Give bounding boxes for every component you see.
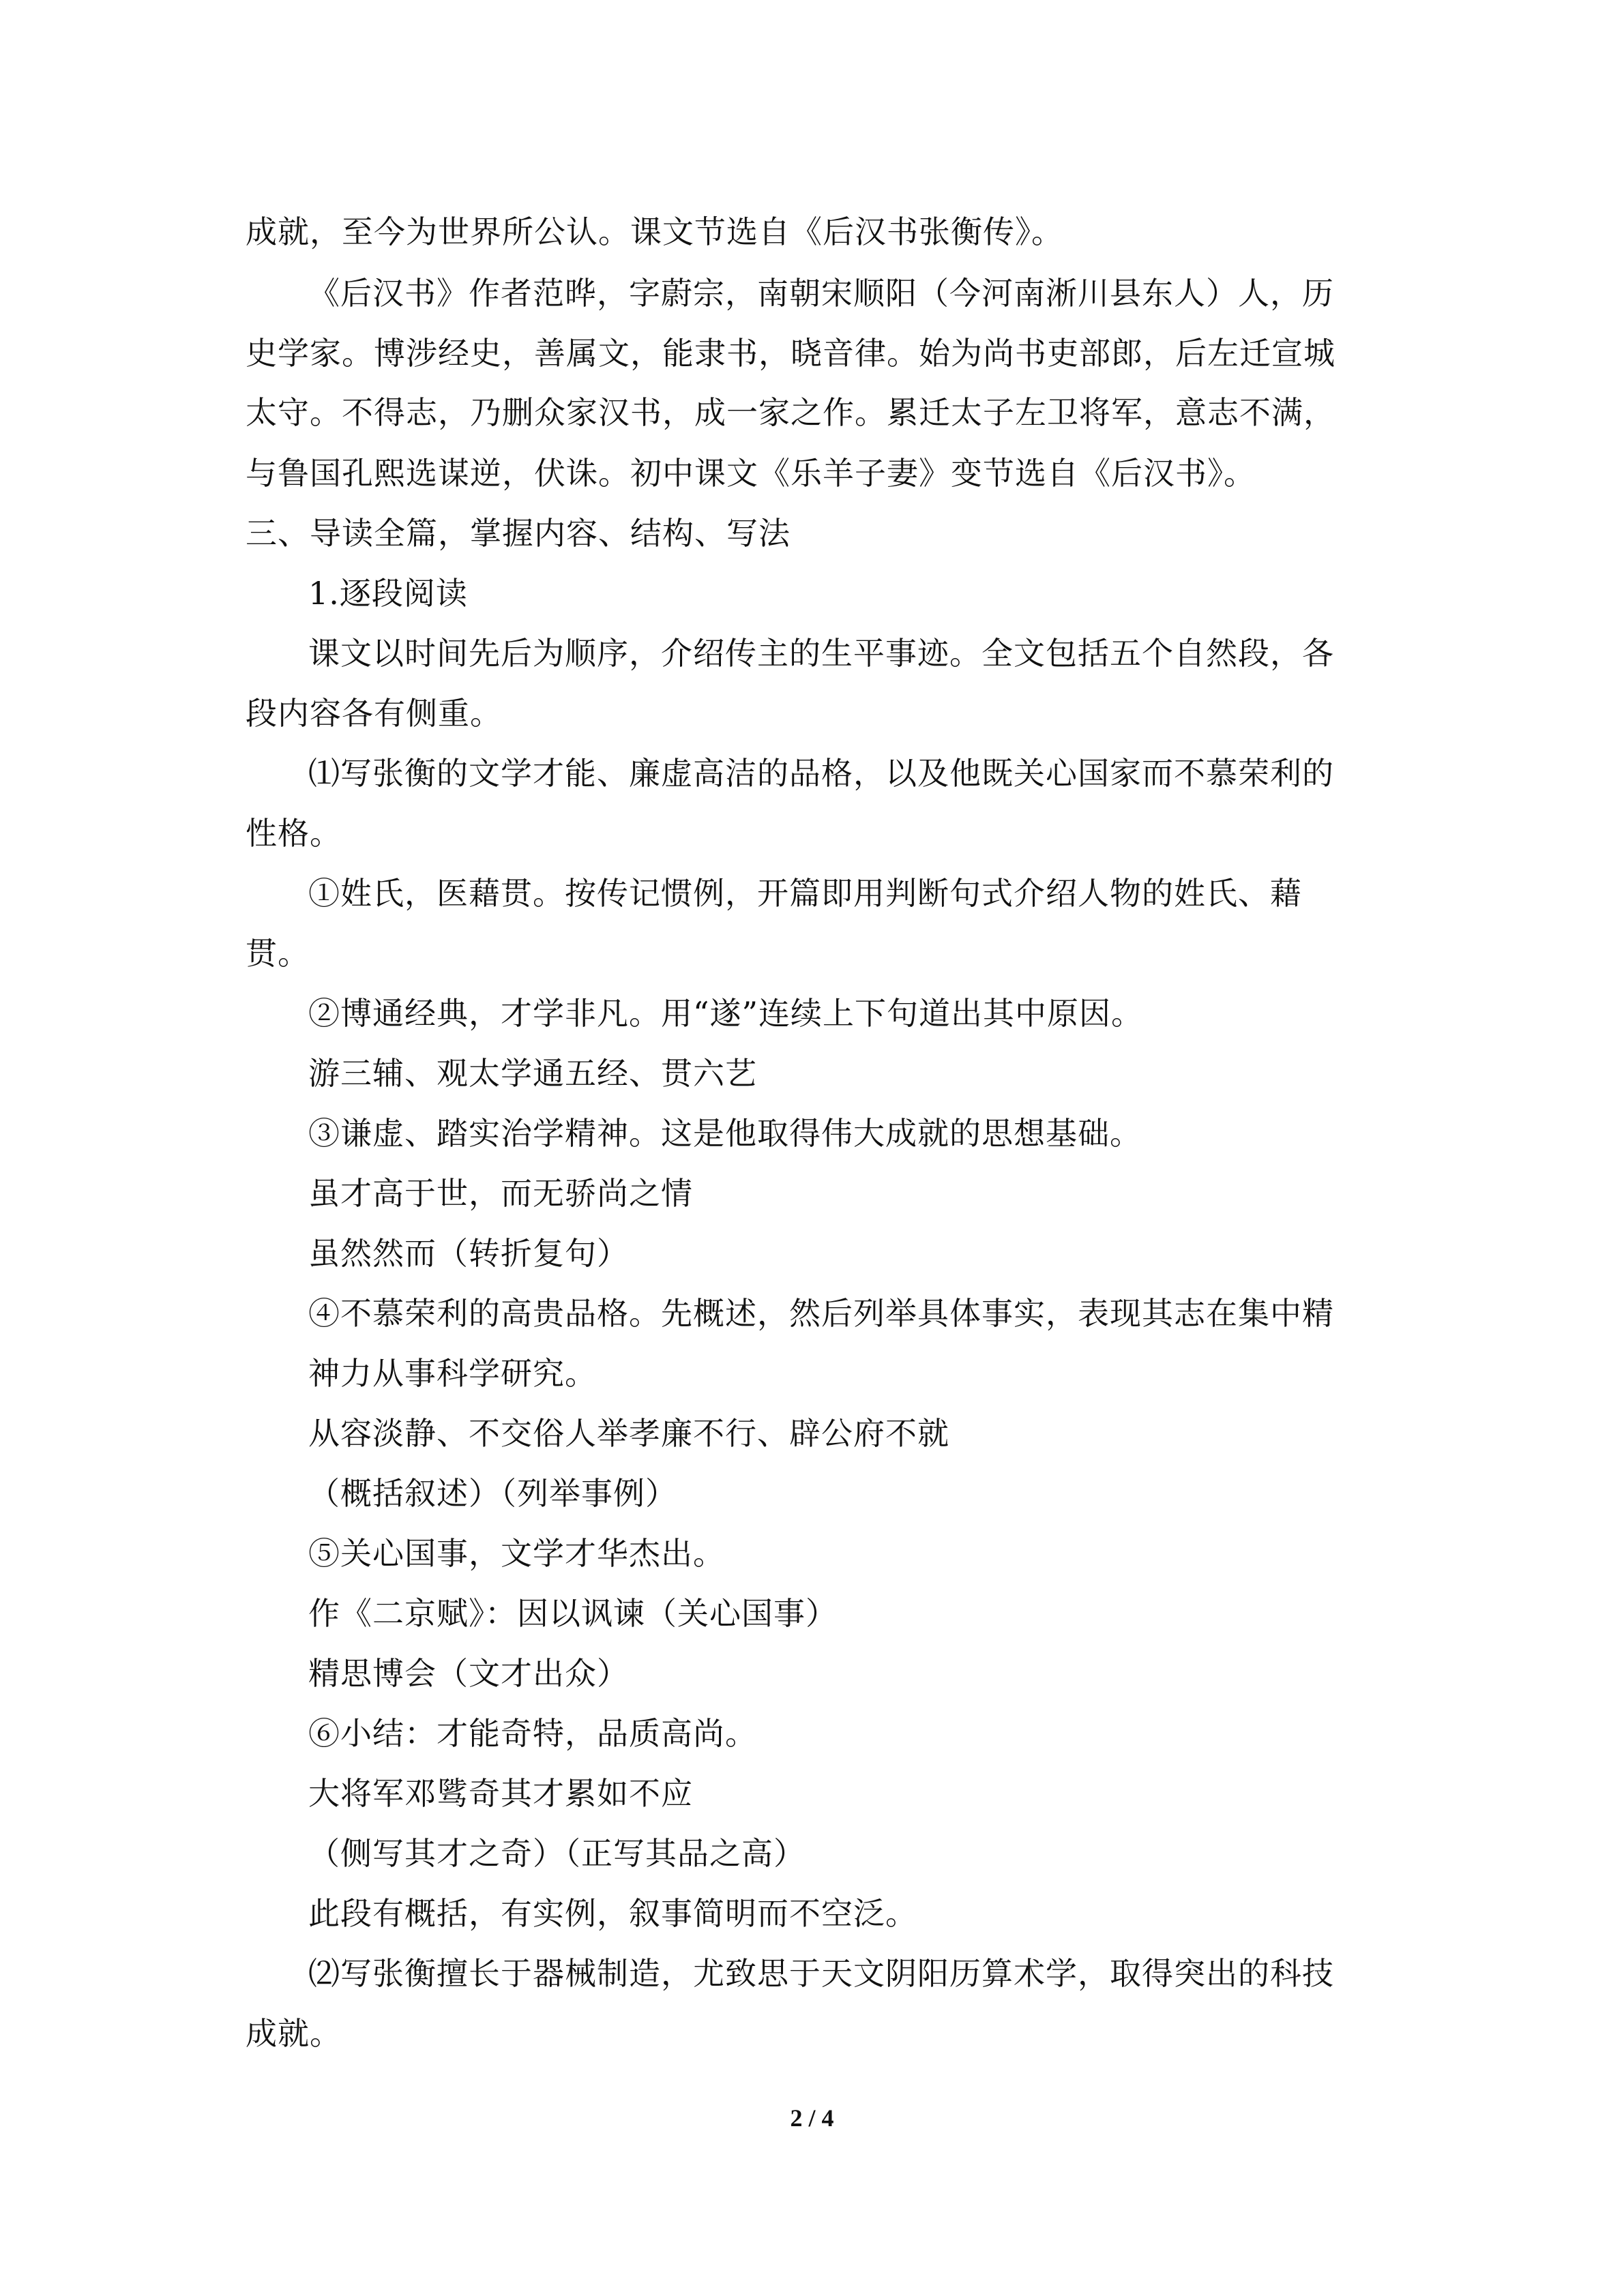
paragraph-line: ①姓氏，医藉贯。按传记惯例，开篇即用判断句式介绍人物的姓氏、藉 bbox=[308, 875, 1302, 912]
paragraph-line: 从容淡静、不交俗人举孝廉不行、辟公府不就 bbox=[308, 1415, 949, 1452]
paragraph-line: 虽才高于世，而无骄尚之情 bbox=[308, 1175, 693, 1212]
paragraph-line: ④不慕荣利的高贵品格。先概述，然后列举具体事实，表现其志在集中精 bbox=[308, 1295, 1334, 1332]
paragraph-line: 课文以时间先后为顺序，介绍传主的生平事迹。全文包括五个自然段，各 bbox=[308, 635, 1334, 672]
paragraph-line: 此段有概括，有实例，叙事简明而不空泛。 bbox=[308, 1895, 917, 1932]
paragraph-line: ⑴写张衡的文学才能、廉虚高洁的品格，以及他既关心国家而不慕荣利的 bbox=[308, 755, 1334, 792]
section-heading: 三、导读全篇，掌握内容、结构、写法 bbox=[246, 515, 791, 552]
paragraph-line: 成就，至今为世界所公认。课文节选自《后汉书张衡传》。 bbox=[246, 213, 1063, 250]
page-number: 2 / 4 bbox=[790, 2104, 834, 2132]
subsection-heading: 1.逐段阅读 bbox=[308, 575, 468, 612]
paragraph-line: 与鲁国孔熙选谋逆，伏诛。初中课文《乐羊子妻》变节选自《后汉书》。 bbox=[246, 455, 1256, 492]
paragraph-line: 性格。 bbox=[246, 815, 342, 852]
paragraph-line: 成就。 bbox=[246, 2015, 342, 2052]
paragraph-line: 史学家。博涉经史，善属文，能隶书，晓音律。始为尚书吏部郎，后左迁宣城 bbox=[246, 335, 1335, 372]
paragraph-line: ②博通经典，才学非凡。用“遂”连续上下句道出其中原因。 bbox=[308, 995, 1144, 1032]
paragraph-line: 《后汉书》作者范晔，字蔚宗，南朝宋顺阳（今河南淅川县东人）人，历 bbox=[308, 275, 1334, 312]
paragraph-line: 精思博会（文才出众） bbox=[308, 1655, 629, 1692]
paragraph-line: ⑵写张衡擅长于器械制造，尤致思于天文阴阳历算术学，取得突出的科技 bbox=[308, 1955, 1334, 1992]
paragraph-line: 作《二京赋》：因以讽谏（关心国事） bbox=[308, 1595, 838, 1632]
paragraph-line: 大将军邓骘奇其才累如不应 bbox=[308, 1775, 693, 1812]
paragraph-line: 段内容各有侧重。 bbox=[246, 695, 502, 732]
paragraph-line: （侧写其才之奇）（正写其品之高） bbox=[308, 1835, 806, 1872]
paragraph-line: ⑤关心国事，文学才华杰出。 bbox=[308, 1535, 725, 1572]
paragraph-line: 游三辅、观太学通五经、贯六艺 bbox=[308, 1055, 757, 1092]
paragraph-line: 虽然然而（转折复句） bbox=[308, 1235, 629, 1272]
paragraph-line: ③谦虚、踏实治学精神。这是他取得伟大成就的思想基础。 bbox=[308, 1115, 1142, 1152]
paragraph-line: 贯。 bbox=[246, 935, 310, 972]
paragraph-line: ⑥小结：才能奇特，品质高尚。 bbox=[308, 1715, 757, 1752]
paragraph-line: （概括叙述）（列举事例） bbox=[308, 1475, 677, 1512]
paragraph-line: 神力从事科学研究。 bbox=[308, 1355, 597, 1392]
paragraph-line: 太守。不得志，乃删众家汉书，成一家之作。累迁太子左卫将军，意志不满， bbox=[246, 394, 1335, 431]
